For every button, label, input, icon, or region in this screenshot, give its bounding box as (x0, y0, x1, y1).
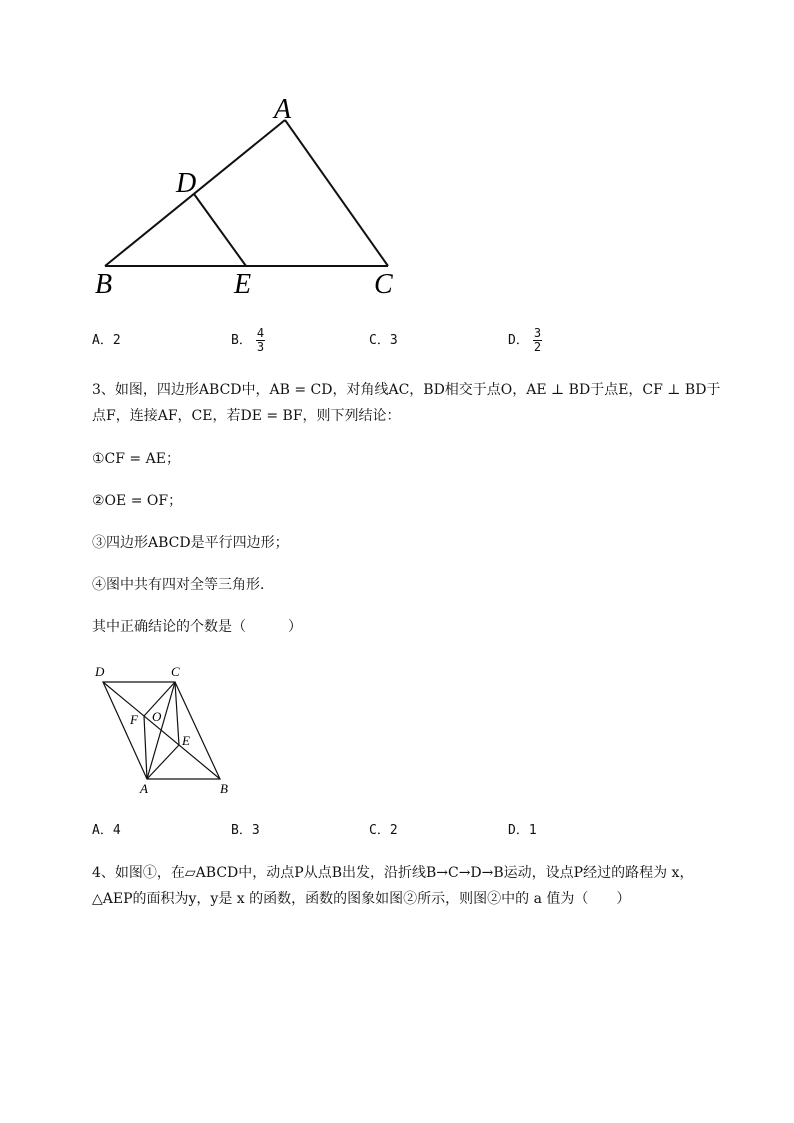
label-e2: E (182, 733, 190, 748)
q2-option-c: C．3 (369, 333, 398, 348)
quadrilateral-figure (90, 660, 250, 800)
q4-line1: 4、如图①，在▱ABCD中，动点P从点B出发，沿折线B→C→D→B运动，设点P经过的路程为 x， (92, 865, 694, 881)
side-ac (285, 120, 388, 266)
label-c2: C (171, 664, 180, 679)
label-b: B (95, 269, 113, 300)
q2-option-d: D． $\frac{3}{2}$ (508, 326, 542, 354)
q3-line1: 3、如图，四边形ABCD中，AB = CD，对角线AC，BD相交于点O，AE ⊥ BD于点E，CF ⊥ BD于 (92, 382, 721, 398)
label-e: E (234, 269, 252, 300)
fraction-4-3: $\frac{4}{3}$ (256, 326, 265, 354)
segment-ce (175, 682, 179, 745)
fraction-3-2: $\frac{3}{2}$ (533, 326, 542, 354)
segment-af (144, 716, 147, 779)
label-d2: D (95, 664, 105, 679)
q3-option-b: B．3 (231, 823, 260, 838)
triangle-figure (90, 90, 410, 305)
q2-option-b: B． $\frac{4}{3}$ (231, 326, 265, 354)
q3-conclusion-2: ②OE = OF； (92, 493, 183, 509)
q3-line2: 点F，连接AF，CE，若DE = BF，则下列结论： (92, 408, 401, 424)
label-a: A (274, 94, 292, 125)
q3-question: 其中正确结论的个数是（ ） (92, 619, 302, 635)
label-f2: F (130, 712, 138, 727)
label-d: D (176, 168, 197, 199)
q4-line2: △AEP的面积为y，y是 x 的函数，函数的图象如图②所示，则图②中的 a 值为（ ） (92, 891, 631, 907)
label-o2: O (152, 709, 162, 724)
q3-conclusion-4: ④图中共有四对全等三角形． (92, 577, 274, 593)
q3-conclusion-1: ①CF = AE； (92, 451, 180, 467)
label-c: C (374, 269, 393, 300)
label-b2: B (220, 781, 228, 796)
q3-option-d: D．1 (508, 823, 537, 838)
q3-option-a: A．4 (92, 823, 121, 838)
q3-option-c: C．2 (369, 823, 398, 838)
q3-conclusion-3: ③四边形ABCD是平行四边形； (92, 535, 289, 551)
label-a2: A (140, 781, 148, 796)
segment-de (194, 194, 246, 266)
q2-option-a: A．2 (92, 333, 121, 348)
